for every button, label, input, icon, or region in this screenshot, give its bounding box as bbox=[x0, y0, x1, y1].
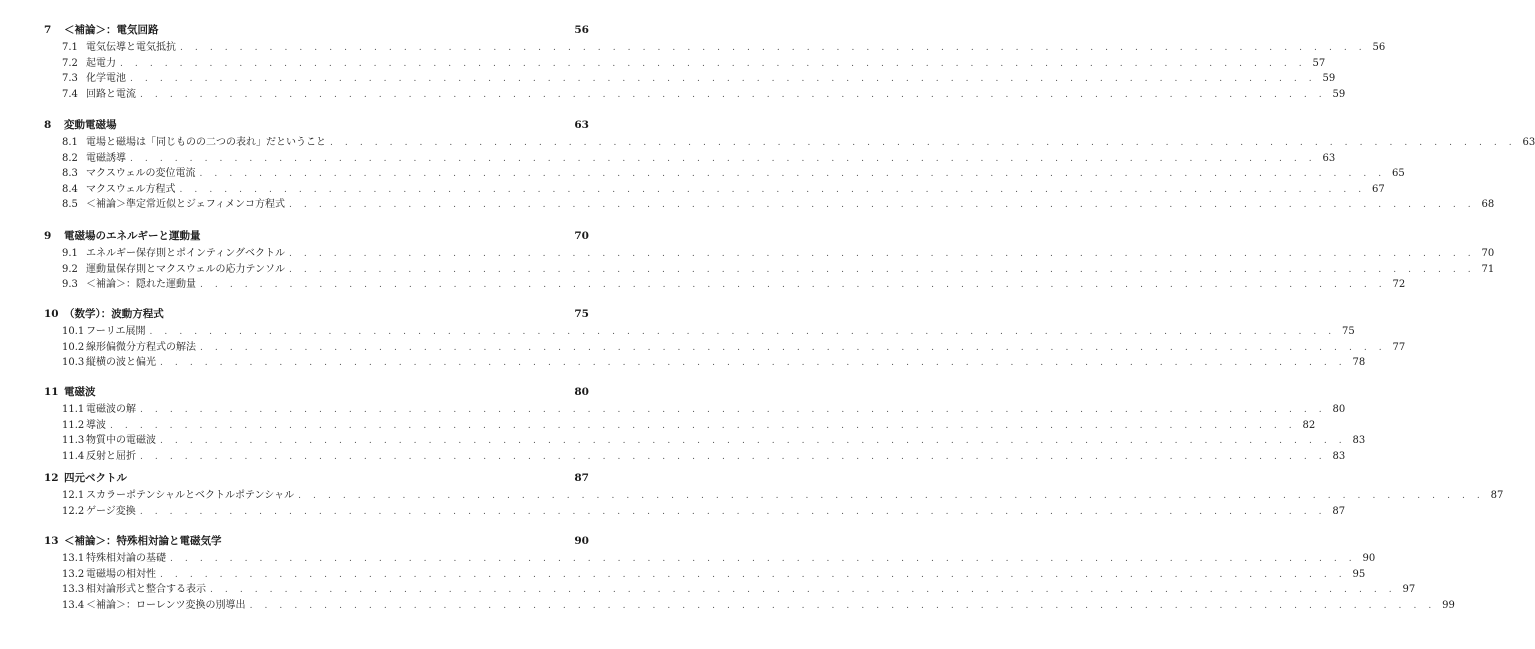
chapter-number: 8 bbox=[44, 119, 52, 131]
section-page-number: 65 bbox=[1392, 168, 1405, 180]
section-number: 7.1 bbox=[62, 42, 78, 53]
dot-leader: . . . . . . . . . . . . . . . . . . . . . . . . . . . . . . . . . . . . . . . . . . . . . . . . . . . . . . . . . . . . . . . . . . . . . . . . . . . . . . . . bbox=[140, 405, 1327, 415]
section-entry[interactable] bbox=[62, 166, 1405, 181]
section-title: 特殊相対論の基礎 bbox=[86, 553, 166, 564]
section-entry[interactable] bbox=[62, 56, 1326, 71]
section-title: 電磁誘導 bbox=[86, 152, 126, 164]
section-page-number: 72 bbox=[1392, 279, 1406, 291]
chapter-title: ＜補論＞：特殊相対論と電磁気学 bbox=[64, 535, 222, 547]
chapter-page-number: 87 bbox=[574, 472, 589, 484]
section-page-number: 95 bbox=[1352, 568, 1366, 580]
dot-leader: . . . . . . . . . . . . . . . . . . . . . . . . . . . . . . . . . . . . . . . . . . . . . . . . . . . . . . . . . . . . . . . . . . . . . . . . . . . . . . . . bbox=[330, 138, 1517, 148]
section-page-number: 71 bbox=[1481, 263, 1495, 275]
section-entry[interactable] bbox=[62, 504, 1346, 519]
section-number: 10.2 bbox=[62, 341, 85, 353]
section-entry[interactable] bbox=[62, 598, 1455, 613]
dot-leader: . . . . . . . . . . . . . . . . . . . . . . . . . . . . . . . . . . . . . . . . . . . . . . . . . . . . . . . . . . . . . . . . . . . . . . . . . . . . . . . . bbox=[160, 436, 1347, 447]
dot-leader: . . . . . . . . . . . . . . . . . . . . . . . . . . . . . . . . . . . . . . . . . . . . . . . . . . . . . . . . . . . . . . . . . . . . . . . . . . . . . . . . bbox=[160, 358, 1347, 369]
chapter-title: 変動電磁場 bbox=[64, 119, 117, 131]
section-page-number: 63 bbox=[1522, 137, 1535, 148]
chapter-heading[interactable] bbox=[44, 306, 589, 322]
chapter-heading[interactable] bbox=[44, 22, 589, 38]
section-number: 8.1 bbox=[62, 137, 78, 148]
chapter-page-number: 70 bbox=[574, 230, 589, 242]
section-title: ゲージ変換 bbox=[86, 505, 136, 517]
dot-leader: . . . . . . . . . . . . . . . . . . . . . . . . . . . . . . . . . . . . . . . . . . . . . . . . . . . . . . . . . . . . . . . . . . . . . . . . . . . . . . . . bbox=[179, 184, 1366, 195]
chapter-heading[interactable] bbox=[44, 384, 589, 400]
dot-leader: . . . . . . . . . . . . . . . . . . . . . . . . . . . . . . . . . . . . . . . . . . . . . . . . . . . . . . . . . . . . . . . . . . . . . . . . . . . . . . . . bbox=[289, 200, 1476, 211]
section-entry[interactable] bbox=[62, 567, 1366, 582]
dot-leader: . . . . . . . . . . . . . . . . . . . . . . . . . . . . . . . . . . . . . . . . . . . . . . . . . . . . . . . . . . . . . . . . . . . . . . . . . . . . . . . . bbox=[200, 280, 1387, 291]
section-title: 運動量保存則とマクスウェルの応力テンソル bbox=[86, 263, 285, 275]
section-title: 物質中の電磁波 bbox=[86, 435, 156, 447]
section-page-number: 68 bbox=[1481, 199, 1495, 211]
section-page-number: 83 bbox=[1352, 435, 1366, 447]
section-title: 電磁波の解 bbox=[86, 404, 136, 415]
section-page-number: 78 bbox=[1352, 357, 1366, 369]
section-title: スカラーポテンシャルとベクトルポテンシャル bbox=[86, 490, 295, 501]
section-number: 13.3 bbox=[62, 584, 85, 596]
section-number: 11.2 bbox=[62, 419, 85, 431]
dot-leader: . . . . . . . . . . . . . . . . . . . . . . . . . . . . . . . . . . . . . . . . . . . . . . . . . . . . . . . . . . . . . . . . . . . . . . . . . . . . . . . . bbox=[130, 74, 1317, 85]
section-title: ＜補論＞：ローレンツ変換の別導出 bbox=[86, 599, 246, 611]
section-number: 7.4 bbox=[62, 88, 78, 100]
section-page-number: 77 bbox=[1392, 341, 1406, 353]
section-number: 10.3 bbox=[62, 357, 85, 369]
section-page-number: 80 bbox=[1332, 404, 1346, 415]
section-page-number: 99 bbox=[1442, 599, 1455, 611]
section-page-number: 56 bbox=[1372, 42, 1386, 53]
section-page-number: 90 bbox=[1362, 553, 1376, 564]
section-title: 化学電池 bbox=[86, 73, 126, 85]
chapter-title: ＜補論＞：電気回路 bbox=[64, 24, 159, 36]
section-entry[interactable] bbox=[62, 151, 1336, 166]
section-entry[interactable] bbox=[62, 246, 1495, 261]
section-page-number: 59 bbox=[1332, 88, 1346, 100]
dot-leader: . . . . . . . . . . . . . . . . . . . . . . . . . . . . . . . . . . . . . . . . . . . . . . . . . . . . . . . . . . . . . . . . . . . . . . . . . . . . . . . . bbox=[110, 420, 1297, 431]
dot-leader: . . . . . . . . . . . . . . . . . . . . . . . . . . . . . . . . . . . . . . . . . . . . . . . . . . . . . . . . . . . . . . . . . . . . . . . . . . . . . . . . bbox=[140, 451, 1327, 462]
chapter-number: 13 bbox=[44, 535, 59, 547]
section-title: マクスウェル方程式 bbox=[86, 183, 176, 195]
section-page-number: 75 bbox=[1342, 326, 1355, 337]
chapter-page-number: 63 bbox=[574, 119, 589, 131]
section-entry[interactable] bbox=[62, 324, 1355, 339]
section-entry[interactable] bbox=[62, 277, 1406, 292]
section-title: ＜補論＞：隠れた運動量 bbox=[86, 279, 196, 291]
chapter-title: 電磁波 bbox=[64, 386, 96, 398]
section-title: エネルギー保存則とポインティングベクトル bbox=[86, 248, 285, 259]
section-title: フーリエ展開 bbox=[86, 326, 146, 337]
dot-leader: . . . . . . . . . . . . . . . . . . . . . . . . . . . . . . . . . . . . . . . . . . . . . . . . . . . . . . . . . . . . . . . . . . . . . . . . . . . . . . . . bbox=[199, 169, 1386, 180]
chapter-heading[interactable] bbox=[44, 470, 589, 486]
section-number: 13.4 bbox=[62, 599, 85, 611]
dot-leader: . . . . . . . . . . . . . . . . . . . . . . . . . . . . . . . . . . . . . . . . . . . . . . . . . . . . . . . . . . . . . . . . . . . . . . . . . . . . . . . . bbox=[139, 506, 1327, 517]
section-page-number: 87 bbox=[1332, 505, 1346, 517]
section-number: 9.3 bbox=[62, 279, 78, 291]
section-number: 12.1 bbox=[62, 490, 85, 501]
section-number: 9.1 bbox=[62, 248, 78, 259]
section-entry[interactable] bbox=[62, 340, 1406, 355]
dot-leader: . . . . . . . . . . . . . . . . . . . . . . . . . . . . . . . . . . . . . . . . . . . . . . . . . . . . . . . . . . . . . . . . . . . . . . . . . . . . . . . . bbox=[170, 554, 1357, 564]
section-title: 相対論形式と整合する表示 bbox=[86, 584, 206, 596]
section-title: 回路と電流 bbox=[86, 88, 136, 100]
chapter-number: 9 bbox=[44, 230, 52, 242]
dot-leader: . . . . . . . . . . . . . . . . . . . . . . . . . . . . . . . . . . . . . . . . . . . . . . . . . . . . . . . . . . . . . . . . . . . . . . . . . . . . . . . . bbox=[180, 43, 1367, 53]
section-entry[interactable] bbox=[62, 402, 1346, 417]
chapter-page-number: 75 bbox=[574, 308, 589, 320]
section-number: 8.3 bbox=[62, 168, 78, 180]
chapter-title: 四元ベクトル bbox=[64, 472, 127, 484]
section-number: 12.2 bbox=[62, 505, 85, 517]
dot-leader: . . . . . . . . . . . . . . . . . . . . . . . . . . . . . . . . . . . . . . . . . . . . . . . . . . . . . . . . . . . . . . . . . . . . . . . . . . . . . . . . bbox=[210, 585, 1397, 596]
section-number: 10.1 bbox=[62, 326, 85, 337]
section-entry[interactable] bbox=[62, 71, 1336, 86]
section-entry[interactable] bbox=[62, 40, 1386, 55]
dot-leader: . . . . . . . . . . . . . . . . . . . . . . . . . . . . . . . . . . . . . . . . . . . . . . . . . . . . . . . . . . . . . . . . . . . . . . . . . . . . . . . . bbox=[130, 153, 1317, 164]
section-title: 電場と磁場は「同じものの二つの表れ」だということ bbox=[86, 137, 326, 148]
section-title: ＜補論＞準定常近似とジェフィメンコ方程式 bbox=[86, 199, 285, 211]
section-entry[interactable] bbox=[62, 582, 1416, 597]
section-entry[interactable] bbox=[62, 197, 1495, 212]
section-title: マクスウェルの変位電流 bbox=[86, 168, 196, 180]
section-number: 11.4 bbox=[62, 450, 85, 462]
chapter-number: 12 bbox=[44, 472, 59, 484]
section-title: 起電力 bbox=[86, 57, 116, 69]
section-entry[interactable] bbox=[62, 488, 1504, 503]
dot-leader: . . . . . . . . . . . . . . . . . . . . . . . . . . . . . . . . . . . . . . . . . . . . . . . . . . . . . . . . . . . . . . . . . . . . . . . . . . . . . . . . bbox=[200, 342, 1387, 353]
section-title: 電気伝導と電気抵抗 bbox=[86, 42, 176, 53]
dot-leader: . . . . . . . . . . . . . . . . . . . . . . . . . . . . . . . . . . . . . . . . . . . . . . . . . . . . . . . . . . . . . . . . . . . . . . . . . . . . . . . . bbox=[120, 58, 1307, 69]
section-entry[interactable] bbox=[62, 551, 1376, 566]
section-title: 線形偏微分方程式の解法 bbox=[86, 341, 196, 353]
chapter-number: 10 bbox=[44, 308, 59, 320]
section-page-number: 87 bbox=[1490, 490, 1504, 501]
section-page-number: 57 bbox=[1312, 57, 1326, 69]
section-page-number: 67 bbox=[1372, 183, 1385, 195]
chapter-number: 7 bbox=[44, 24, 52, 36]
section-page-number: 70 bbox=[1481, 248, 1495, 259]
chapter-title: 電磁場のエネルギーと運動量 bbox=[64, 230, 201, 242]
section-entry[interactable] bbox=[62, 433, 1366, 448]
section-number: 13.1 bbox=[62, 553, 85, 564]
chapter-heading[interactable] bbox=[44, 228, 589, 244]
section-entry[interactable] bbox=[62, 182, 1385, 197]
dot-leader: . . . . . . . . . . . . . . . . . . . . . . . . . . . . . . . . . . . . . . . . . . . . . . . . . . . . . . . . . . . . . . . . . . . . . . . . . . . . . . . . bbox=[140, 89, 1327, 100]
section-number: 9.2 bbox=[62, 263, 78, 275]
dot-leader: . . . . . . . . . . . . . . . . . . . . . . . . . . . . . . . . . . . . . . . . . . . . . . . . . . . . . . . . . . . . . . . . . . . . . . . . . . . . . . . . bbox=[289, 249, 1476, 259]
section-number: 8.4 bbox=[62, 183, 78, 195]
section-number: 8.5 bbox=[62, 199, 78, 211]
dot-leader: . . . . . . . . . . . . . . . . . . . . . . . . . . . . . . . . . . . . . . . . . . . . . . . . . . . . . . . . . . . . . . . . . . . . . . . . . . . . . . . . bbox=[149, 327, 1336, 337]
section-title: 反射と屈折 bbox=[86, 450, 136, 462]
section-entry[interactable] bbox=[62, 87, 1346, 102]
section-entry[interactable] bbox=[62, 355, 1366, 370]
chapter-page-number: 90 bbox=[574, 535, 589, 547]
dot-leader: . . . . . . . . . . . . . . . . . . . . . . . . . . . . . . . . . . . . . . . . . . . . . . . . . . . . . . . . . . . . . . . . . . . . . . . . . . . . . . . . bbox=[289, 264, 1476, 275]
chapter-page-number: 56 bbox=[574, 24, 589, 36]
dot-leader: . . . . . . . . . . . . . . . . . . . . . . . . . . . . . . . . . . . . . . . . . . . . . . . . . . . . . . . . . . . . . . . . . . . . . . . . . . . . . . . . bbox=[249, 600, 1436, 611]
section-entry[interactable] bbox=[62, 449, 1346, 464]
section-page-number: 97 bbox=[1402, 584, 1416, 596]
section-title: 縦横の波と偏光 bbox=[86, 357, 156, 369]
section-number: 11.3 bbox=[62, 435, 85, 447]
section-number: 8.2 bbox=[62, 152, 78, 164]
dot-leader: . . . . . . . . . . . . . . . . . . . . . . . . . . . . . . . . . . . . . . . . . . . . . . . . . . . . . . . . . . . . . . . . . . . . . . . . . . . . . . . . bbox=[298, 491, 1485, 501]
chapter-title: （数学）：波動方程式 bbox=[64, 308, 164, 320]
section-number: 13.2 bbox=[62, 568, 85, 580]
section-page-number: 82 bbox=[1302, 419, 1316, 431]
chapter-heading[interactable] bbox=[44, 117, 589, 133]
section-number: 7.2 bbox=[62, 57, 78, 69]
chapter-number: 11 bbox=[44, 386, 59, 398]
section-page-number: 63 bbox=[1322, 152, 1336, 164]
section-entry[interactable] bbox=[62, 262, 1495, 277]
section-entry[interactable] bbox=[62, 135, 1535, 150]
dot-leader: . . . . . . . . . . . . . . . . . . . . . . . . . . . . . . . . . . . . . . . . . . . . . . . . . . . . . . . . . . . . . . . . . . . . . . . . . . . . . . . . bbox=[160, 569, 1347, 580]
section-entry[interactable] bbox=[62, 418, 1316, 433]
chapter-heading[interactable] bbox=[44, 533, 589, 549]
chapter-page-number: 80 bbox=[574, 386, 589, 398]
section-page-number: 59 bbox=[1322, 73, 1336, 85]
section-title: 電磁場の相対性 bbox=[86, 568, 156, 580]
section-number: 7.3 bbox=[62, 73, 78, 85]
section-page-number: 83 bbox=[1332, 450, 1346, 462]
section-title: 導波 bbox=[86, 419, 106, 431]
section-number: 11.1 bbox=[62, 404, 85, 415]
